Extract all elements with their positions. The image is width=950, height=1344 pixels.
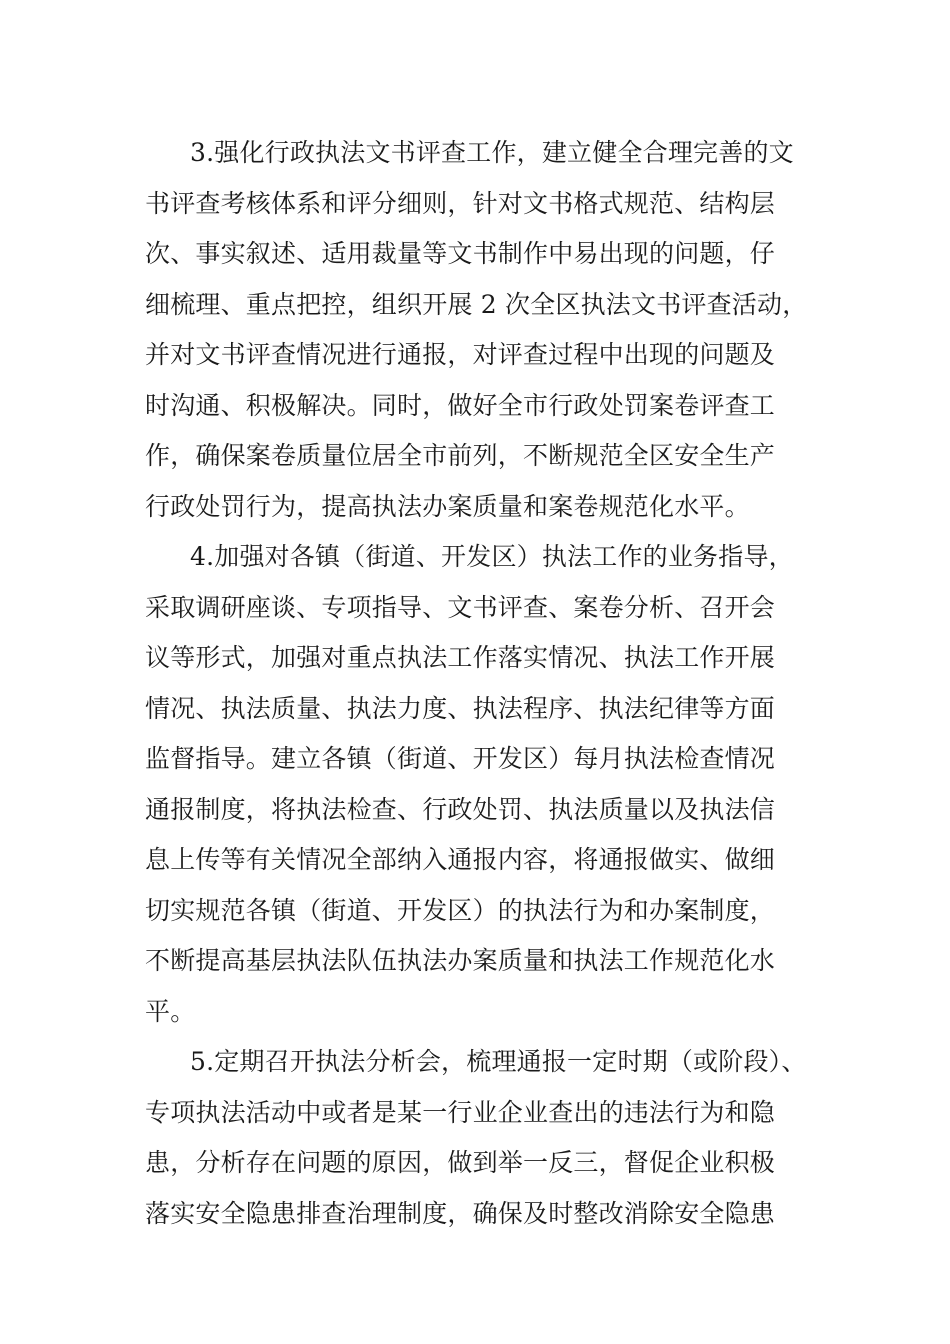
text-line: 细梳理、重点把控，组织开展 2 次全区执法文书评查活动， bbox=[145, 289, 808, 319]
text-line: 平。 bbox=[145, 996, 196, 1026]
text-line: 切实规范各镇（街道、开发区）的执法行为和办案制度， bbox=[145, 895, 776, 925]
text-line: 时沟通、积极解决。同时，做好全市行政处罚案卷评查工 bbox=[145, 390, 776, 420]
text-line: 并对文书评查情况进行通报，对评查过程中出现的问题及 bbox=[145, 340, 776, 369]
text-line: 行政处罚行为，提高执法办案质量和案卷规范化水平。 bbox=[145, 491, 750, 521]
text-line: 采取调研座谈、专项指导、文书评查、案卷分析、召开会 bbox=[145, 592, 776, 622]
text-line: 议等形式，加强对重点执法工作落实情况、执法工作开展 bbox=[145, 643, 776, 672]
text-line: 书评查考核体系和评分细则，针对文书格式规范、结构层 bbox=[145, 188, 776, 218]
text-line: 落实安全隐患排查治理制度，确保及时整改消除安全隐患 bbox=[145, 1198, 776, 1228]
text-line: 次、事实叙述、适用裁量等文书制作中易出现的问题，仔 bbox=[145, 239, 776, 268]
text-line: 情况、执法质量、执法力度、执法程序、执法纪律等方面 bbox=[145, 693, 776, 723]
body-text bbox=[145, 128, 835, 1239]
text-line: 专项执法活动中或者是某一行业企业查出的违法行为和隐 bbox=[145, 1097, 776, 1127]
text-line: 监督指导。建立各镇（街道、开发区）每月执法检查情况 bbox=[145, 744, 776, 773]
text-line: 患，分析存在问题的原因，做到举一反三，督促企业积极 bbox=[145, 1148, 776, 1177]
text-line: 息上传等有关情况全部纳入通报内容，将通报做实、做细 bbox=[145, 845, 776, 874]
text-line: 不断提高基层执法队伍执法办案质量和执法工作规范化水 bbox=[145, 946, 776, 975]
text-line: 3.强化行政执法文书评查工作，建立健全合理完善的文 bbox=[190, 138, 794, 167]
text-line: 作，确保案卷质量位居全市前列，不断规范全区安全生产 bbox=[145, 441, 776, 470]
text-line: 5.定期召开执法分析会，梳理通报一定时期（或阶段）、 bbox=[190, 1047, 807, 1076]
text-line: 通报制度，将执法检查、行政处罚、执法质量以及执法信 bbox=[145, 794, 776, 824]
text-line: 4.加强对各镇（街道、开发区）执法工作的业务指导， bbox=[190, 542, 794, 571]
